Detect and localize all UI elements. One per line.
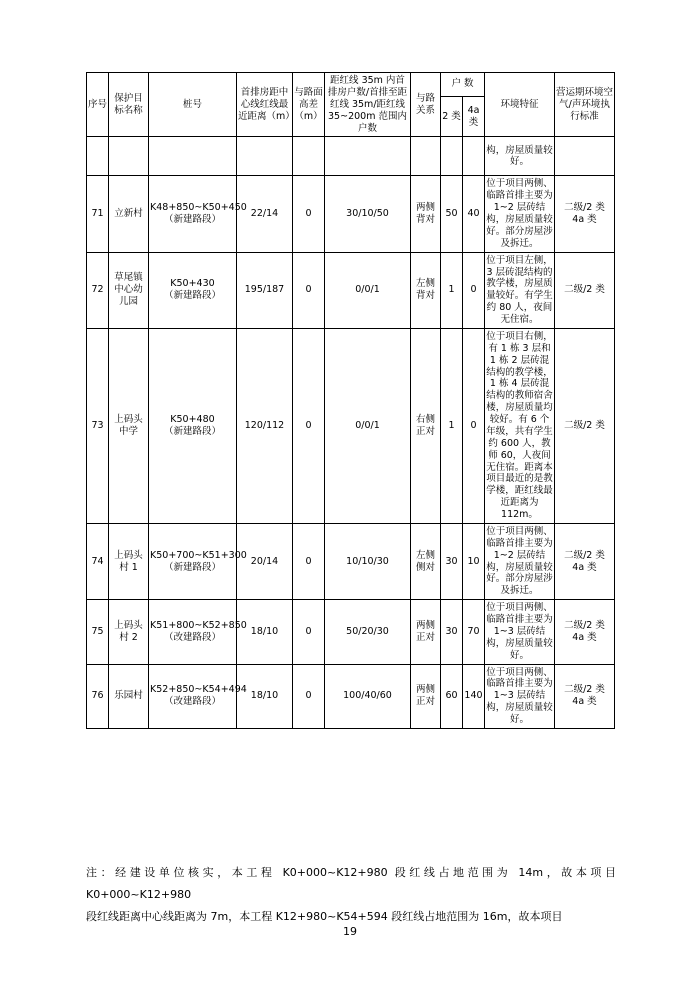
header-pile: 桩号: [149, 73, 237, 137]
table-row: [87, 664, 615, 728]
cell-relation: 左侧侧对: [411, 523, 441, 599]
standard-air: 二级/2 类: [564, 419, 605, 431]
cell-standard: [555, 328, 615, 523]
cell-standard: [555, 600, 615, 664]
cell-class4a: 10: [463, 523, 485, 599]
cell-relation: 右侧正对: [411, 328, 441, 523]
cell-height-diff: 0: [293, 600, 325, 664]
note-line-1: 注：经建设单位核实，本工程 K0+000~K12+980 段红线占地范围为 14m，故本项目 K0+000~K12+980: [86, 866, 616, 901]
header-relation: 与路关系: [411, 73, 441, 137]
cell-pile: [149, 600, 247, 664]
cell-class4a: [463, 137, 485, 176]
pile-code: K50+480: [170, 414, 215, 425]
pile-code: K50+700~K51+300: [150, 549, 247, 561]
cell-distance: 22/14: [237, 176, 293, 252]
cell-seq: [87, 137, 109, 176]
cell-rows-desc: 0/0/1: [325, 252, 411, 328]
note-line-2: 段红线距离中心线距离为 7m，本工程 K12+980~K54+594 段红线占地范围为 16m，故本项目: [86, 910, 563, 923]
cell-distance: 120/112: [237, 328, 293, 523]
cell-pile: [149, 664, 247, 728]
cell-seq: 75: [87, 600, 109, 664]
cell-seq: 71: [87, 176, 109, 252]
pile-code: K52+850~K54+494: [150, 684, 247, 696]
cell-standard: [555, 137, 615, 176]
pile-code: K50+430: [170, 278, 215, 290]
cell-seq: 73: [87, 328, 109, 523]
header-class4a: 4a 类: [463, 96, 485, 137]
cell-class4a: 0: [463, 252, 485, 328]
table-header-row: [87, 73, 615, 97]
cell-height-diff: 0: [293, 523, 325, 599]
cell-relation: 两侧正对: [411, 664, 441, 728]
cell-rows-desc: 0/0/1: [325, 328, 411, 523]
pile-note: （新建路段）: [163, 214, 221, 225]
cell-distance: 18/10: [237, 664, 293, 728]
header-name: 保护目标名称: [109, 73, 149, 137]
cell-rows-desc: 10/10/30: [325, 523, 411, 599]
cell-name: 草尾镇中心幼儿园: [109, 252, 149, 328]
cell-standard: [555, 176, 615, 252]
cell-height-diff: 0: [293, 252, 325, 328]
cell-rows-desc: [325, 137, 411, 176]
cell-relation: 两侧正对: [411, 600, 441, 664]
cell-relation: 左侧背对: [411, 252, 441, 328]
cell-pile: [149, 176, 247, 252]
pile-note: （新建路段）: [163, 290, 221, 302]
header-height-diff: 与路面高差（m）: [293, 73, 325, 137]
protection-targets-table-wrap: [86, 72, 614, 729]
header-feature: 环境特征: [485, 73, 555, 137]
cell-name: 立新村: [109, 176, 149, 252]
header-standard: 营运期环境空气/声环境执行标准: [555, 73, 615, 137]
cell-name: [109, 137, 149, 176]
table-row: [87, 252, 615, 328]
cell-seq: 72: [87, 252, 109, 328]
header-class2: 2 类: [441, 96, 463, 137]
header-seq: 序号: [87, 73, 109, 137]
standard-air: 二级/2 类: [564, 284, 605, 296]
pile-note: （新建路段）: [163, 425, 221, 437]
cell-class2: 60: [441, 664, 463, 728]
standard-air: 二级/2 类: [564, 684, 605, 696]
pile-code: K48+850~K50+450: [150, 202, 247, 214]
cell-name: 乐园村: [109, 664, 149, 728]
cell-class4a: 70: [463, 600, 485, 664]
cell-height-diff: 0: [293, 664, 325, 728]
table-row: [87, 328, 615, 523]
cell-feature: 构，房屋质量较好。: [485, 137, 555, 176]
cell-pile: [149, 137, 237, 176]
cell-feature: 位于项目两侧、临路首排主要为 1~3 层砖结构，房屋质量较好。: [485, 664, 555, 728]
cell-relation: 两侧背对: [411, 176, 441, 252]
table-row: [87, 600, 615, 664]
cell-standard: [555, 523, 615, 599]
header-rows-desc: 距红线 35m 内首排房户数/首排至距红线 35m/距红线 35~200m 范围内户数: [325, 73, 411, 137]
cell-height-diff: 0: [293, 176, 325, 252]
cell-pile: [149, 523, 247, 599]
cell-name: 上码头村 1: [109, 523, 149, 599]
cell-class2: [441, 137, 463, 176]
cell-distance: 20/14: [237, 523, 293, 599]
cell-relation: [411, 137, 441, 176]
cell-height-diff: [293, 137, 325, 176]
cell-class2: 1: [441, 328, 463, 523]
standard-air: 二级/2 类: [564, 202, 605, 214]
table-row-partial: [87, 137, 615, 176]
cell-rows-desc: 50/20/30: [325, 600, 411, 664]
pile-note: （新建路段）: [163, 561, 221, 573]
standard-air: 二级/2 类: [564, 619, 605, 631]
cell-distance: 195/187: [237, 252, 293, 328]
cell-class2: 30: [441, 523, 463, 599]
protection-targets-table: [86, 72, 615, 729]
table-row: [87, 176, 615, 252]
cell-class2: 50: [441, 176, 463, 252]
cell-seq: 74: [87, 523, 109, 599]
page-number: 19: [343, 925, 357, 938]
cell-name: 上码头中学: [109, 328, 149, 523]
standard-noise: 4a 类: [572, 561, 597, 573]
cell-class4a: 0: [463, 328, 485, 523]
cell-pile: [149, 252, 237, 328]
standard-air: 二级/2 类: [564, 549, 605, 561]
cell-class2: 1: [441, 252, 463, 328]
cell-rows-desc: 100/40/60: [325, 664, 411, 728]
cell-feature: 位于项目右侧，有 1 栋 3 层和 1 栋 2 层砖混结构的教学楼，1 栋 4 层砖混结构的教师宿舍楼，房屋质量均较好。有 6 个年级，共有学生约 600 人，教师 60，人夜间无住宿。距离本项目最近的是教学楼，距红线最近距离为 112m。: [485, 328, 555, 523]
pile-note: （改建路段）: [163, 631, 221, 643]
header-distance: 首排房距中心线红线最近距离（m）: [237, 73, 293, 137]
cell-distance: [237, 137, 293, 176]
cell-class2: 30: [441, 600, 463, 664]
cell-feature: 位于项目两侧、临路首排主要为 1~3 层砖结构，房屋质量较好。: [485, 600, 555, 664]
cell-name: 上码头村 2: [109, 600, 149, 664]
standard-noise: 4a 类: [572, 631, 597, 643]
cell-standard: [555, 664, 615, 728]
cell-feature: 位于项目左侧，3 层砖混结构的教学楼，房屋质量较好。有学生约 80 人，夜间无住宿。: [485, 252, 555, 328]
table-row: [87, 523, 615, 599]
cell-class4a: 40: [463, 176, 485, 252]
header-households: 户 数: [441, 73, 485, 97]
cell-feature: 位于项目两侧、临路首排主要为 1~2 层砖结构，房屋质量较好。部分房屋涉及拆迁。: [485, 176, 555, 252]
cell-distance: 18/10: [237, 600, 293, 664]
pile-note: （改建路段）: [163, 696, 221, 708]
cell-height-diff: 0: [293, 328, 325, 523]
cell-seq: 76: [87, 664, 109, 728]
standard-noise: 4a 类: [572, 214, 597, 225]
table-note: [86, 862, 616, 928]
standard-noise: 4a 类: [572, 696, 597, 708]
cell-pile: [149, 328, 237, 523]
pile-code: K51+800~K52+850: [150, 619, 247, 631]
cell-class4a: 140: [463, 664, 485, 728]
cell-standard: [555, 252, 615, 328]
cell-feature: 位于项目两侧、临路首排主要为 1~2 层砖结构，房屋质量较好。部分房屋涉及拆迁。: [485, 523, 555, 599]
cell-rows-desc: 30/10/50: [325, 176, 411, 252]
